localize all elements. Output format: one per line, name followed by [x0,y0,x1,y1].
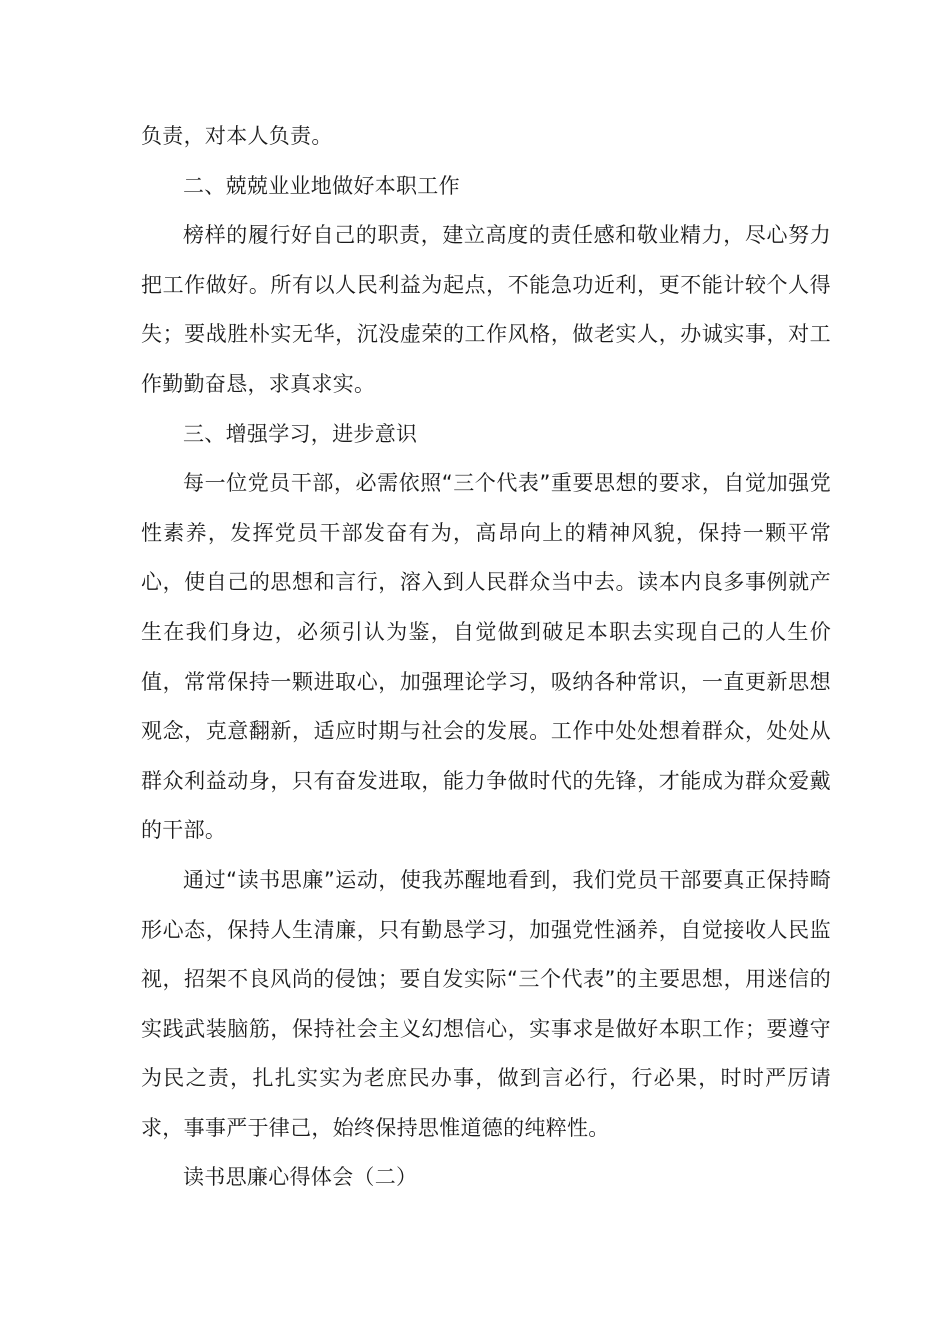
paragraph-continuation: 负责，对本人负责。 [141,124,333,148]
paragraph-summary: 通过“读书思廉”运动，使我苏醒地看到，我们党员干部要真正保持畸形心态，保持人生清廉，只有勤恳学习，加强党性涵养，自觉接收人民监视，招架不良风尚的侵蚀；要自发实际“三个代表”的主要思想，用迷信的实践武装脑筋，保持社会主义幻想信心，实事求是做好本职工作；要遵守为民之责，扎扎实实为老庶民办事，做到言必行，行必果，时时严厉请求，事事严于律己，始终保持思惟道德的纯粹性。 [141,867,831,1140]
document-body [141,112,831,1203]
paragraph-duty: 榜样的履行好自己的职责，建立高度的责任感和敬业精力，尽心努力把工作做好。所有以人民利益为起点，不能急功近利，更不能计较个人得失；要战胜朴实无华，沉没虚荣的工作风格，做老实人，办诚实事，对工作勤勤奋恳，求真求实。 [141,223,831,396]
section-heading-2: 二、兢兢业业地做好本职工作 [183,173,460,198]
paragraph-study: 每一位党员干部，必需依照“三个代表”重要思想的要求，自觉加强党性素养，发挥党员干部发奋有为，高昂向上的精神风貌，保持一颗平常心，使自己的思想和言行，溶入到人民群众当中去。读本内良多事例就产生在我们身边，必须引认为鉴，自觉做到破足本职去实现自己的人生价值，常常保持一颗进取心，加强理论学习，吸纳各种常识，一直更新思想观念，克意翻新，适应时期与社会的发展。工作中处处想着群众，处处从群众利益动身，只有奋发进取，能力争做时代的先锋，才能成为群众爱戴的干部。 [141,471,831,843]
section-heading-3: 三、增强学习，进步意识 [183,421,418,446]
next-article-title: 读书思廉心得体会（二） [183,1165,418,1190]
